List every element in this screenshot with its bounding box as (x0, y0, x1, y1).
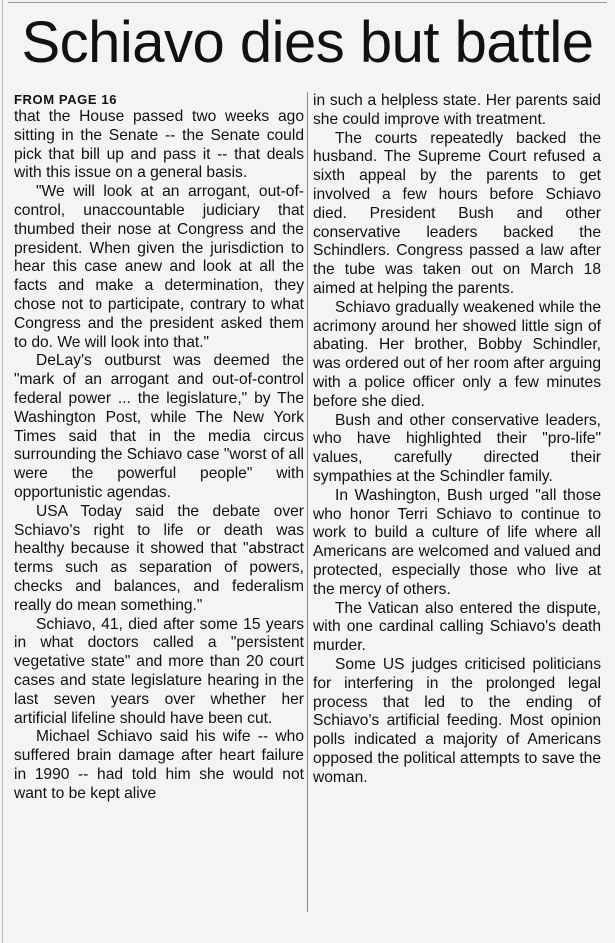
paragraph: Some US judges criticised politicians for interfering in the prolonged legal process that led to the ending of Schiavo's artificial feeding. Most opinion polls indicated a majority of Americans opposed the political attempts to save the woman. (313, 655, 601, 786)
paragraph: In Washington, Bush urged "all those who honor Terri Schiavo to continue to work to build a culture of life where all Americans are welcomed and valued and protected, especially those who live at the mercy of others. (313, 486, 601, 598)
paragraph: Bush and other conservative leaders, who have highlighted their "pro-life" values, carefully directed their sympathies at the Schindler family. (313, 411, 601, 485)
headline: Schiavo dies but battle (21, 10, 594, 75)
paragraph: Schiavo, 41, died after some 15 years in what doctors called a "persistent vegetative state" and more than 20 court cases and state legislature hearing in the last seven years over whether her artificial lifeline should have been cut. (14, 615, 304, 727)
paragraph: The Vatican also entered the dispute, with one cardinal calling Schiavo's death murder. (313, 599, 601, 655)
paragraph: The courts repeatedly backed the husband. The Supreme Court refused a sixth appeal by the parents to get involved a few hours before Schiavo died. President Bush and other conservative leaders backed the Schindlers. Congress passed a law after the tube was taken out on March 18 aimed at helping the parents. (313, 129, 601, 297)
paragraph: that the House passed two weeks ago sitting in the Senate -- the Senate could pick that bill up and pass it -- that deals with this issue on a general basis. (14, 108, 304, 182)
paragraph: USA Today said the debate over Schiavo's right to life or death was healthy because it showed that "abstract terms such as separation of powers, checks and balances, and federalism really do mean something." (14, 502, 304, 614)
paragraph: Michael Schiavo said his wife -- who suffered brain damage after heart failure in 1990 -- had told him she would not want to be kept alive (14, 728, 304, 802)
right-column (313, 92, 601, 787)
kicker-from-page: FROM PAGE 16 (14, 92, 118, 107)
paragraph: Schiavo gradually weakened while the acrimony around her showed little sign of abating. Her brother, Bobby Schindler, was ordered out of her room after arguing with a police officer only a few minutes before she died. (313, 298, 601, 410)
paragraph: DeLay's outburst was deemed the "mark of an arrogant and out-of-control federal power ... the legislature," by The Washington Post, while The New York Times said that in the media circus surrounding the Schiavo case "worst of all were the powerful people" with opportunistic agendas. (14, 352, 304, 501)
column-divider (307, 92, 308, 912)
paragraph: "We will look at an arrogant, out-of-control, unaccountable judiciary that thumbed their nose at Congress and the president. When given the jurisdiction to hear this case anew and look at all the facts and make a determination, they chose not to participate, contrary to what Congress and the president asked them to do. We will look into that." (14, 183, 304, 351)
left-edge-rule (2, 0, 3, 943)
left-column (14, 92, 304, 803)
paragraph: in such a helpless state. Her parents said she could improve with treatment. (313, 92, 601, 128)
